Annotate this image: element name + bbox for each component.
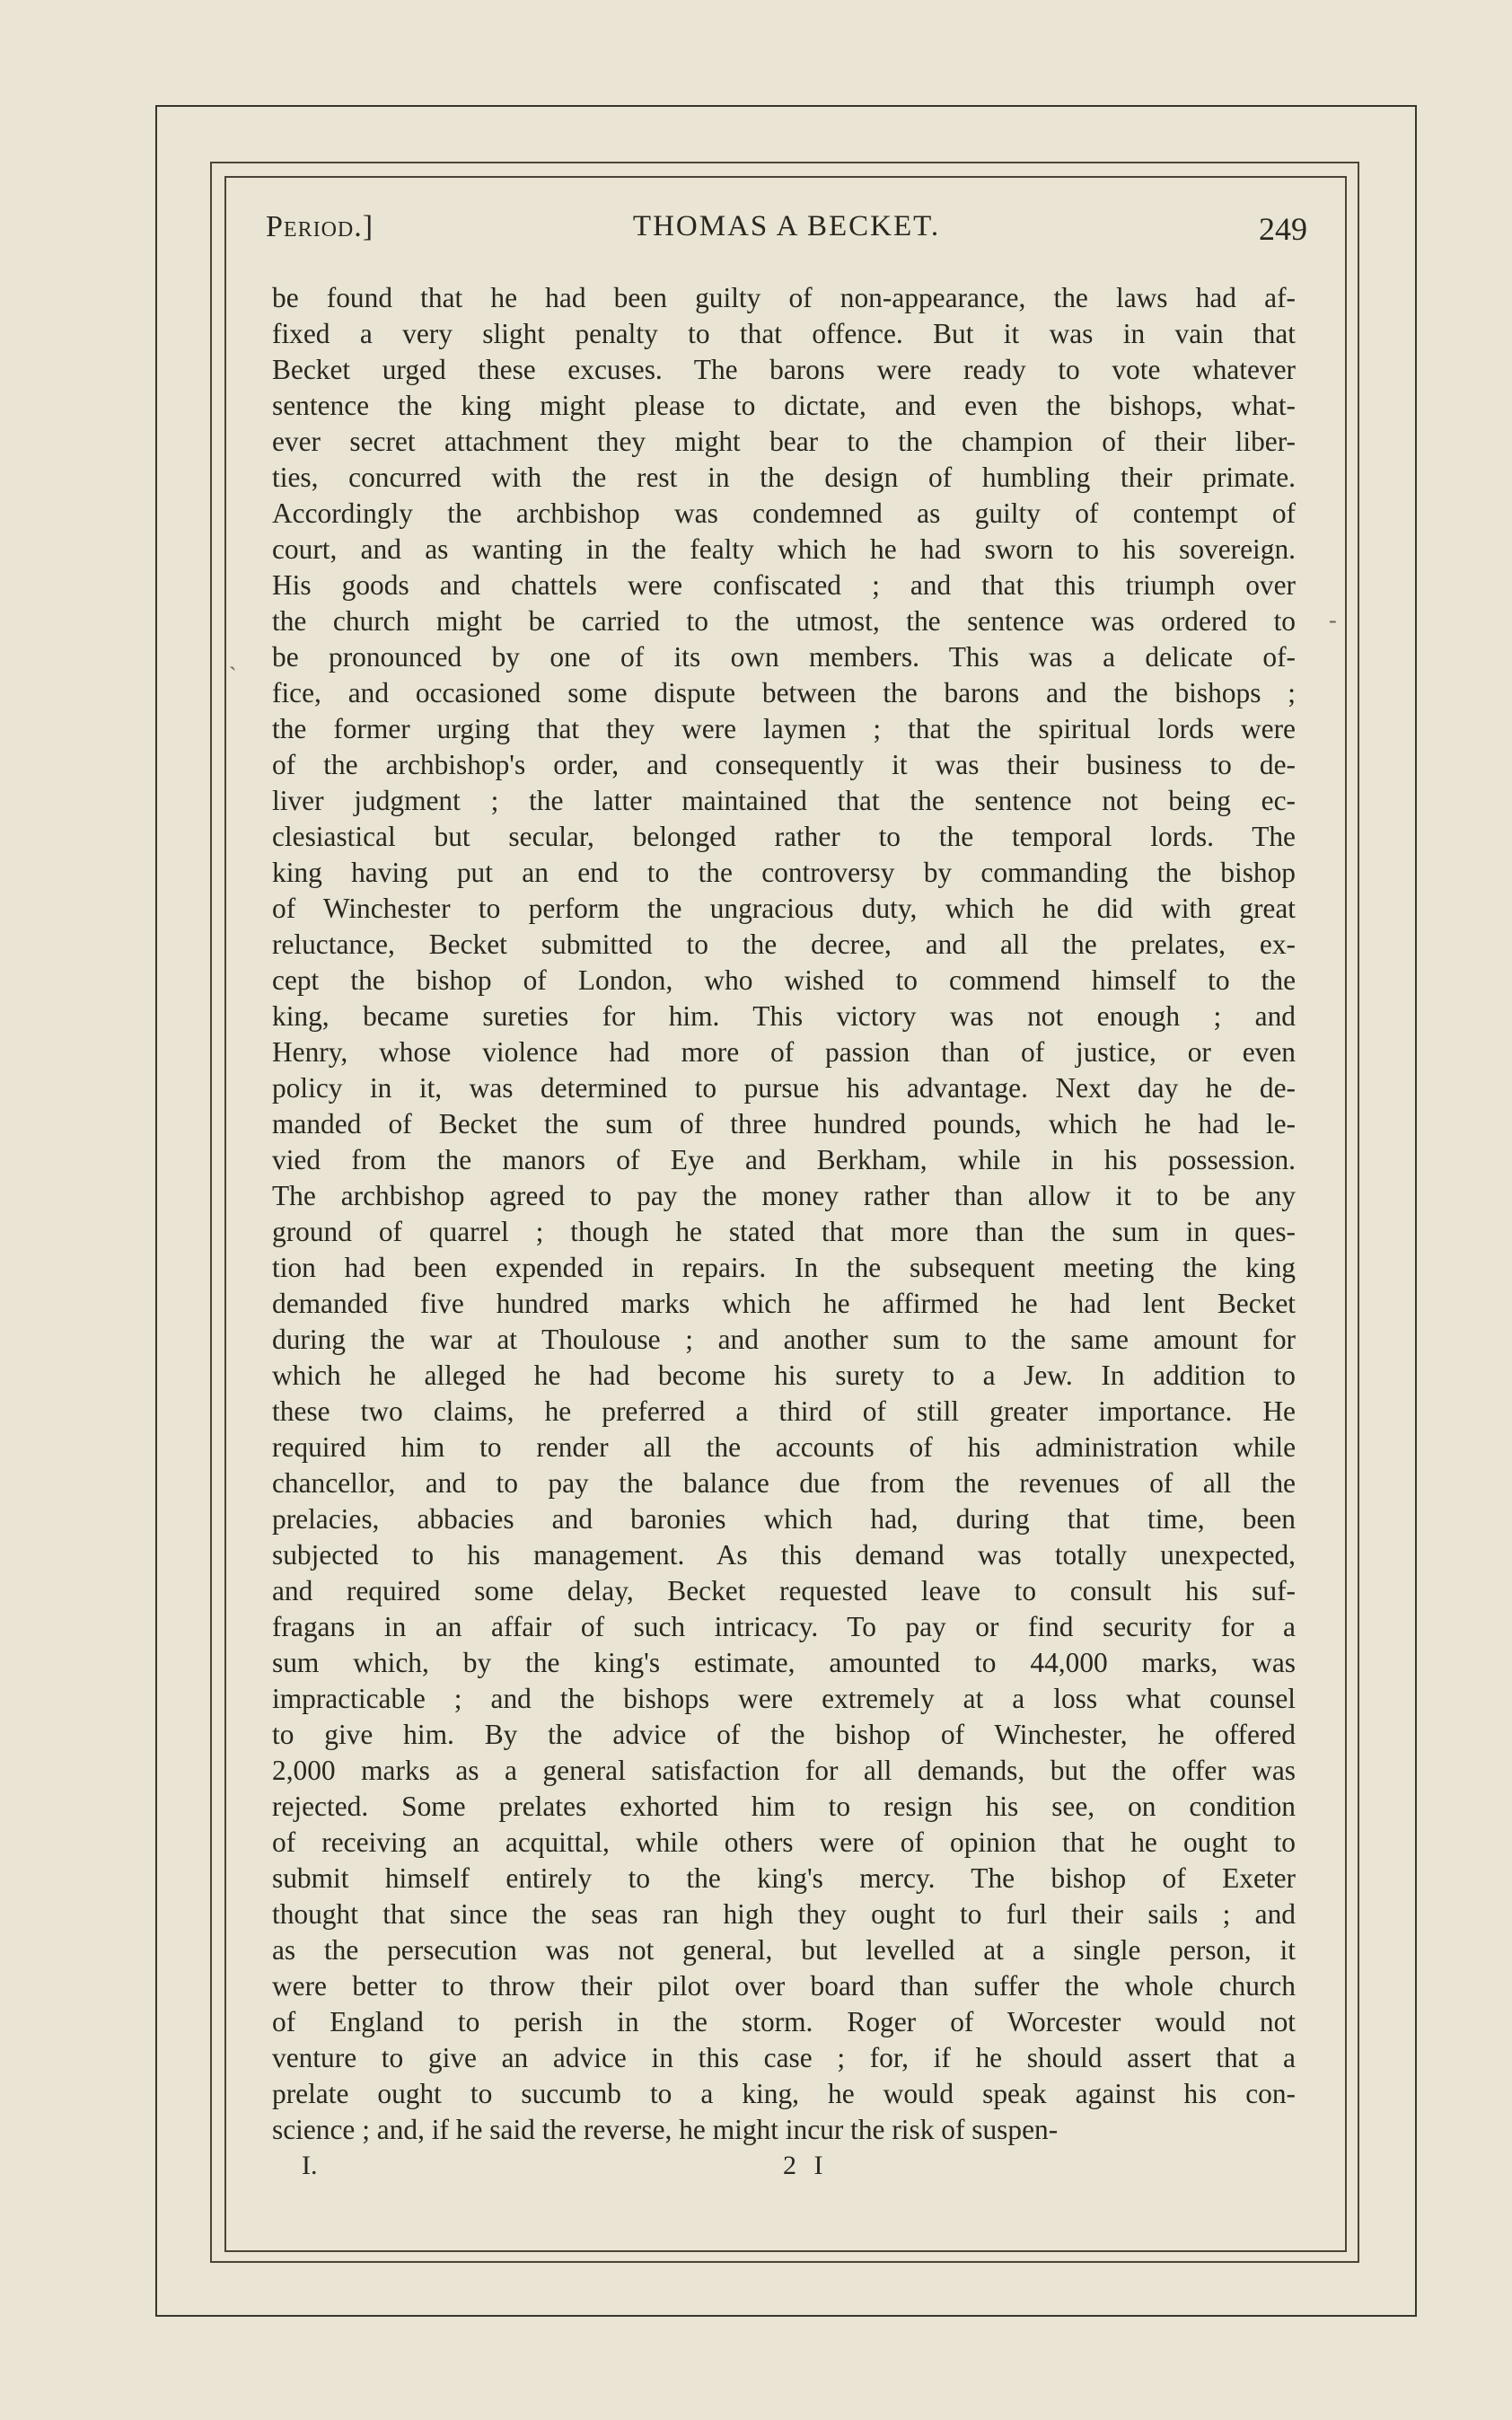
text-line: ground of quarrel ; though he stated that more than the sum in ques- <box>272 1216 1296 1247</box>
text-line: king, became sureties for him. This victory was not enough ; and <box>272 1000 1296 1032</box>
text-line: vied from the manors of Eye and Berkham, while in his possession. <box>272 1144 1296 1175</box>
text-line: His goods and chattels were confiscated ; and that this triumph over <box>272 569 1296 601</box>
text-line: of Winchester to perform the ungracious duty, which he did with great <box>272 893 1296 924</box>
margin-mark-right: - <box>1329 607 1337 633</box>
text-line: which he alleged he had become his surety to a Jew. In addition to <box>272 1360 1296 1391</box>
text-line: sentence the king might please to dictate, and even the bishops, what- <box>272 390 1296 421</box>
text-line: subjected to his management. As this demand was totally unexpected, <box>272 1539 1296 1571</box>
page-title: THOMAS A BECKET. <box>632 210 941 242</box>
body-text <box>272 280 1296 2148</box>
text-line: and required some delay, Becket requested leave to consult his suf- <box>272 1575 1296 1606</box>
text-line: policy in it, was determined to pursue his advantage. Next day he de- <box>272 1072 1296 1104</box>
text-line: ever secret attachment they might bear to the champion of their liber- <box>272 426 1296 457</box>
text-line: prelacies, abbacies and baronies which had, during that time, been <box>272 1503 1296 1535</box>
running-header <box>266 210 1307 255</box>
text-line: required him to render all the accounts of his administration while <box>272 1431 1296 1463</box>
text-line: thought that since the seas ran high they ought to furl their sails ; and <box>272 1898 1296 1930</box>
text-line: submit himself entirely to the king's mercy. The bishop of Exeter <box>272 1862 1296 1894</box>
text-line: chancellor, and to pay the balance due from the revenues of all the <box>272 1467 1296 1499</box>
text-line: rejected. Some prelates exhorted him to resign his see, on condition <box>272 1791 1296 1822</box>
text-line: Henry, whose violence had more of passion than of justice, or even <box>272 1036 1296 1068</box>
text-line: manded of Becket the sum of three hundred pounds, which he had le- <box>272 1108 1296 1140</box>
text-line: as the persecution was not general, but levelled at a single person, it <box>272 1934 1296 1966</box>
text-line: prelate ought to succumb to a king, he would speak against his con- <box>272 2078 1296 2109</box>
text-line: clesiastical but secular, belonged rather to the temporal lords. The <box>272 821 1296 852</box>
text-line: Accordingly the archbishop was condemned as guilty of contempt of <box>272 497 1296 529</box>
text-line: science ; and, if he said the reverse, he might incur the risk of suspen- <box>272 2114 1059 2145</box>
text-line: demanded five hundred marks which he affirmed he had lent Becket <box>272 1288 1296 1319</box>
volume-mark: I. <box>302 2151 318 2180</box>
text-line: these two claims, he preferred a third of still greater importance. He <box>272 1395 1296 1427</box>
signature-mark: 2 I <box>783 2151 829 2180</box>
margin-mark-left: ˎ <box>229 645 237 671</box>
text-line: fixed a very slight penalty to that offence. But it was in vain that <box>272 318 1296 349</box>
header-section-label: Period.] <box>266 210 374 243</box>
text-line: of the archbishop's order, and consequently it was their business to de- <box>272 749 1296 780</box>
text-line: of receiving an acquittal, while others were of opinion that he ought to <box>272 1826 1296 1858</box>
text-line: ties, concurred with the rest in the design of humbling their primate. <box>272 462 1296 493</box>
text-line: of England to perish in the storm. Roger of Worcester would not <box>272 2006 1296 2037</box>
text-line: liver judgment ; the latter maintained that the sentence not being ec- <box>272 785 1296 816</box>
text-line: The archbishop agreed to pay the money rather than allow it to be any <box>272 1180 1296 1211</box>
text-line: 2,000 marks as a general satisfaction for all demands, but the offer was <box>272 1755 1296 1786</box>
text-line: be pronounced by one of its own members. This was a delicate of- <box>272 641 1296 673</box>
text-line: were better to throw their pilot over board than suffer the whole church <box>272 1970 1296 2002</box>
text-line: tion had been expended in repairs. In the subsequent meeting the king <box>272 1252 1296 1283</box>
text-line: be found that he had been guilty of non-appearance, the laws had af- <box>272 282 1296 313</box>
text-line: the church might be carried to the utmost, the sentence was ordered to <box>272 605 1296 637</box>
text-line: the former urging that they were laymen ; that the spiritual lords were <box>272 713 1296 744</box>
page-number: 249 <box>1259 211 1307 247</box>
text-line: king having put an end to the controversy by commanding the bishop <box>272 857 1296 888</box>
text-line: impracticable ; and the bishops were extremely at a loss what counsel <box>272 1683 1296 1714</box>
text-line: during the war at Thoulouse ; and another sum to the same amount for <box>272 1324 1296 1355</box>
page-footer <box>302 2151 930 2183</box>
text-line: court, and as wanting in the fealty which he had sworn to his sovereign. <box>272 533 1296 565</box>
text-line: sum which, by the king's estimate, amounted to 44,000 marks, was <box>272 1647 1296 1678</box>
text-line: to give him. By the advice of the bishop of Winchester, he offered <box>272 1719 1296 1750</box>
text-line: fice, and occasioned some dispute between the barons and the bishops ; <box>272 677 1296 708</box>
text-line: reluctance, Becket submitted to the decree, and all the prelates, ex- <box>272 928 1296 960</box>
text-line: fragans in an affair of such intricacy. To pay or find security for a <box>272 1611 1296 1642</box>
text-line: cept the bishop of London, who wished to commend himself to the <box>272 964 1296 996</box>
text-line: Becket urged these excuses. The barons were ready to vote whatever <box>272 354 1296 385</box>
text-line: venture to give an advice in this case ; for, if he should assert that a <box>272 2042 1296 2073</box>
